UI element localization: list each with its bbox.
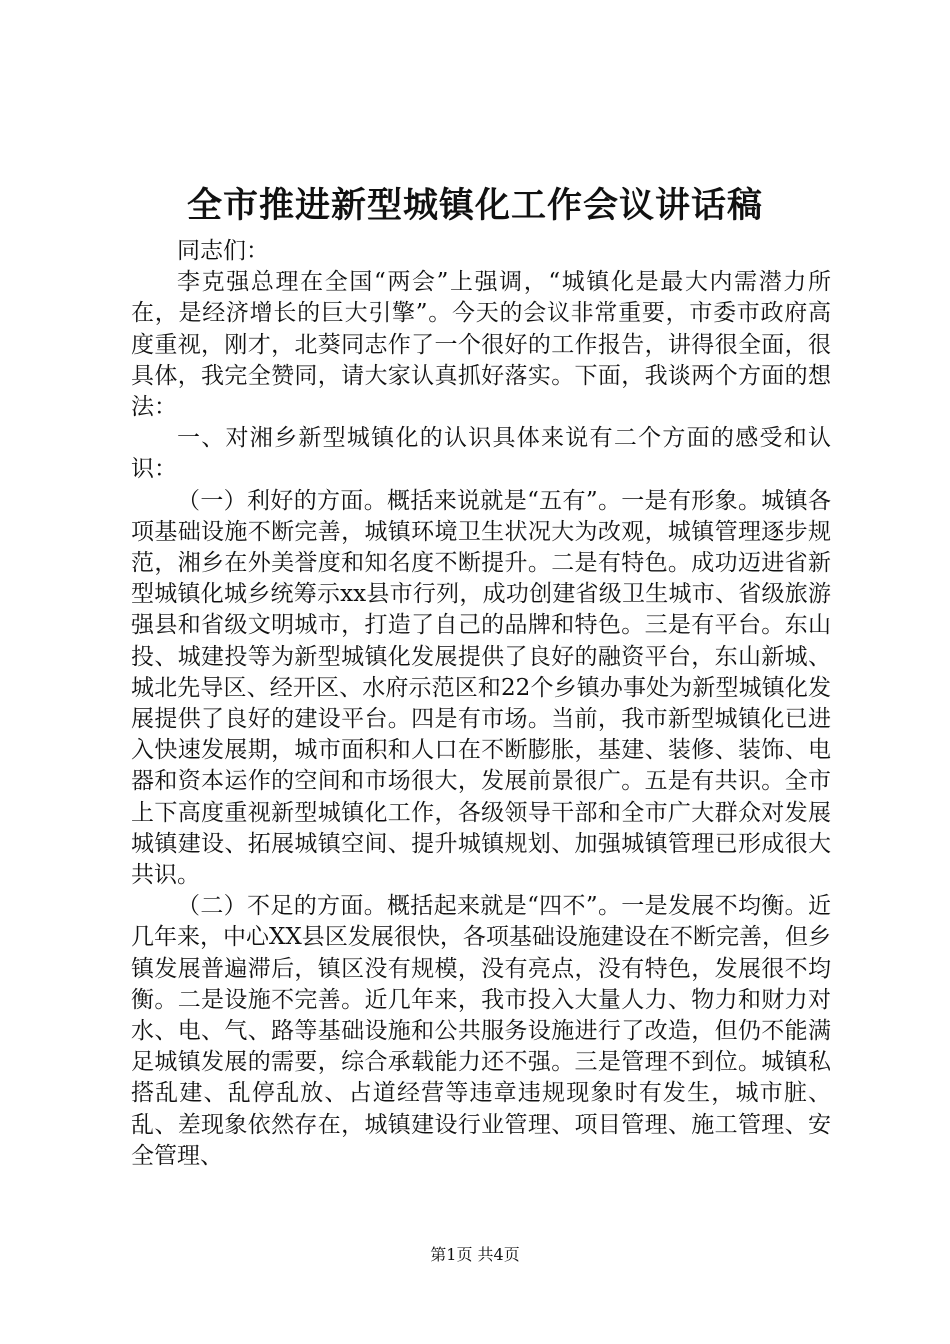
paragraph-intro: 李克强总理在全国“两会”上强调，“城镇化是最大内需潜力所在，是经济增长的巨大引擎”。今天的会议非常重要，市委市政府高度重视，刚才，北葵同志作了一个很好的工作报告，讲得很全面，很具体，我完全赞同，请大家认真抓好落实。下面，我谈两个方面的想法： [131,269,831,421]
paragraph-shortcomings: （二）不足的方面。概括起来就是“四不”。一是发展不均衡。近几年来，中心XX县区发展很快，各项基础设施建设在不断完善，但乡镇发展普遍滞后，镇区没有规模，没有亮点，没有特色，发展很不均衡。二是设施不完善。近几年来，我市投入大量人力、物力和财力对水、电、气、路等基础设施和公共服务设施进行了改造，但仍不能满足城镇发展的需要，综合承载能力还不强。三是管理不到位。城镇私搭乱建、乱停乱放、占道经营等违章违规现象时有发生，城市脏、乱、差现象依然存在，城镇建设行业管理、项目管理、施工管理、安全管理、 [131,893,831,1169]
page-footer: 第1页 共4页 [430,1245,520,1264]
paragraph-advantages: （一）利好的方面。概括来说就是“五有”。一是有形象。城镇各项基础设施不断完善，城镇环境卫生状况大为改观，城镇管理逐步规范，湘乡在外美誉度和知名度不断提升。二是有特色。成功迈进省新型城镇化城乡统筹示xx县市行列，成功创建省级卫生城市、省级旅游强县和省级文明城市，打造了自己的品牌和特色。三是有平台。东山投、城建投等为新型城镇化发展提供了良好的融资平台，东山新城、城北先导区、经开区、水府示范区和22个乡镇办事处为新型城镇化发展提供了良好的建设平台。四是有市场。当前，我市新型城镇化已进入快速发展期，城市面积和人口在不断膨胀，基建、装修、装饰、电器和资本运作的空间和市场很大，发展前景很广。五是有共识。全市上下高度重视新型城镇化工作，各级领导干部和全市广大群众对发展城镇建设、拓展城镇空间、提升城镇规划、加强城镇管理已形成很大共识。 [131,487,831,889]
document-title: 全市推进新型城镇化工作会议讲话稿 [186,185,763,226]
greeting: 同志们： [177,238,269,264]
document-body [131,236,831,1172]
paragraph-section-one-heading: 一、对湘乡新型城镇化的认识具体来说有二个方面的感受和认识： [131,425,831,483]
